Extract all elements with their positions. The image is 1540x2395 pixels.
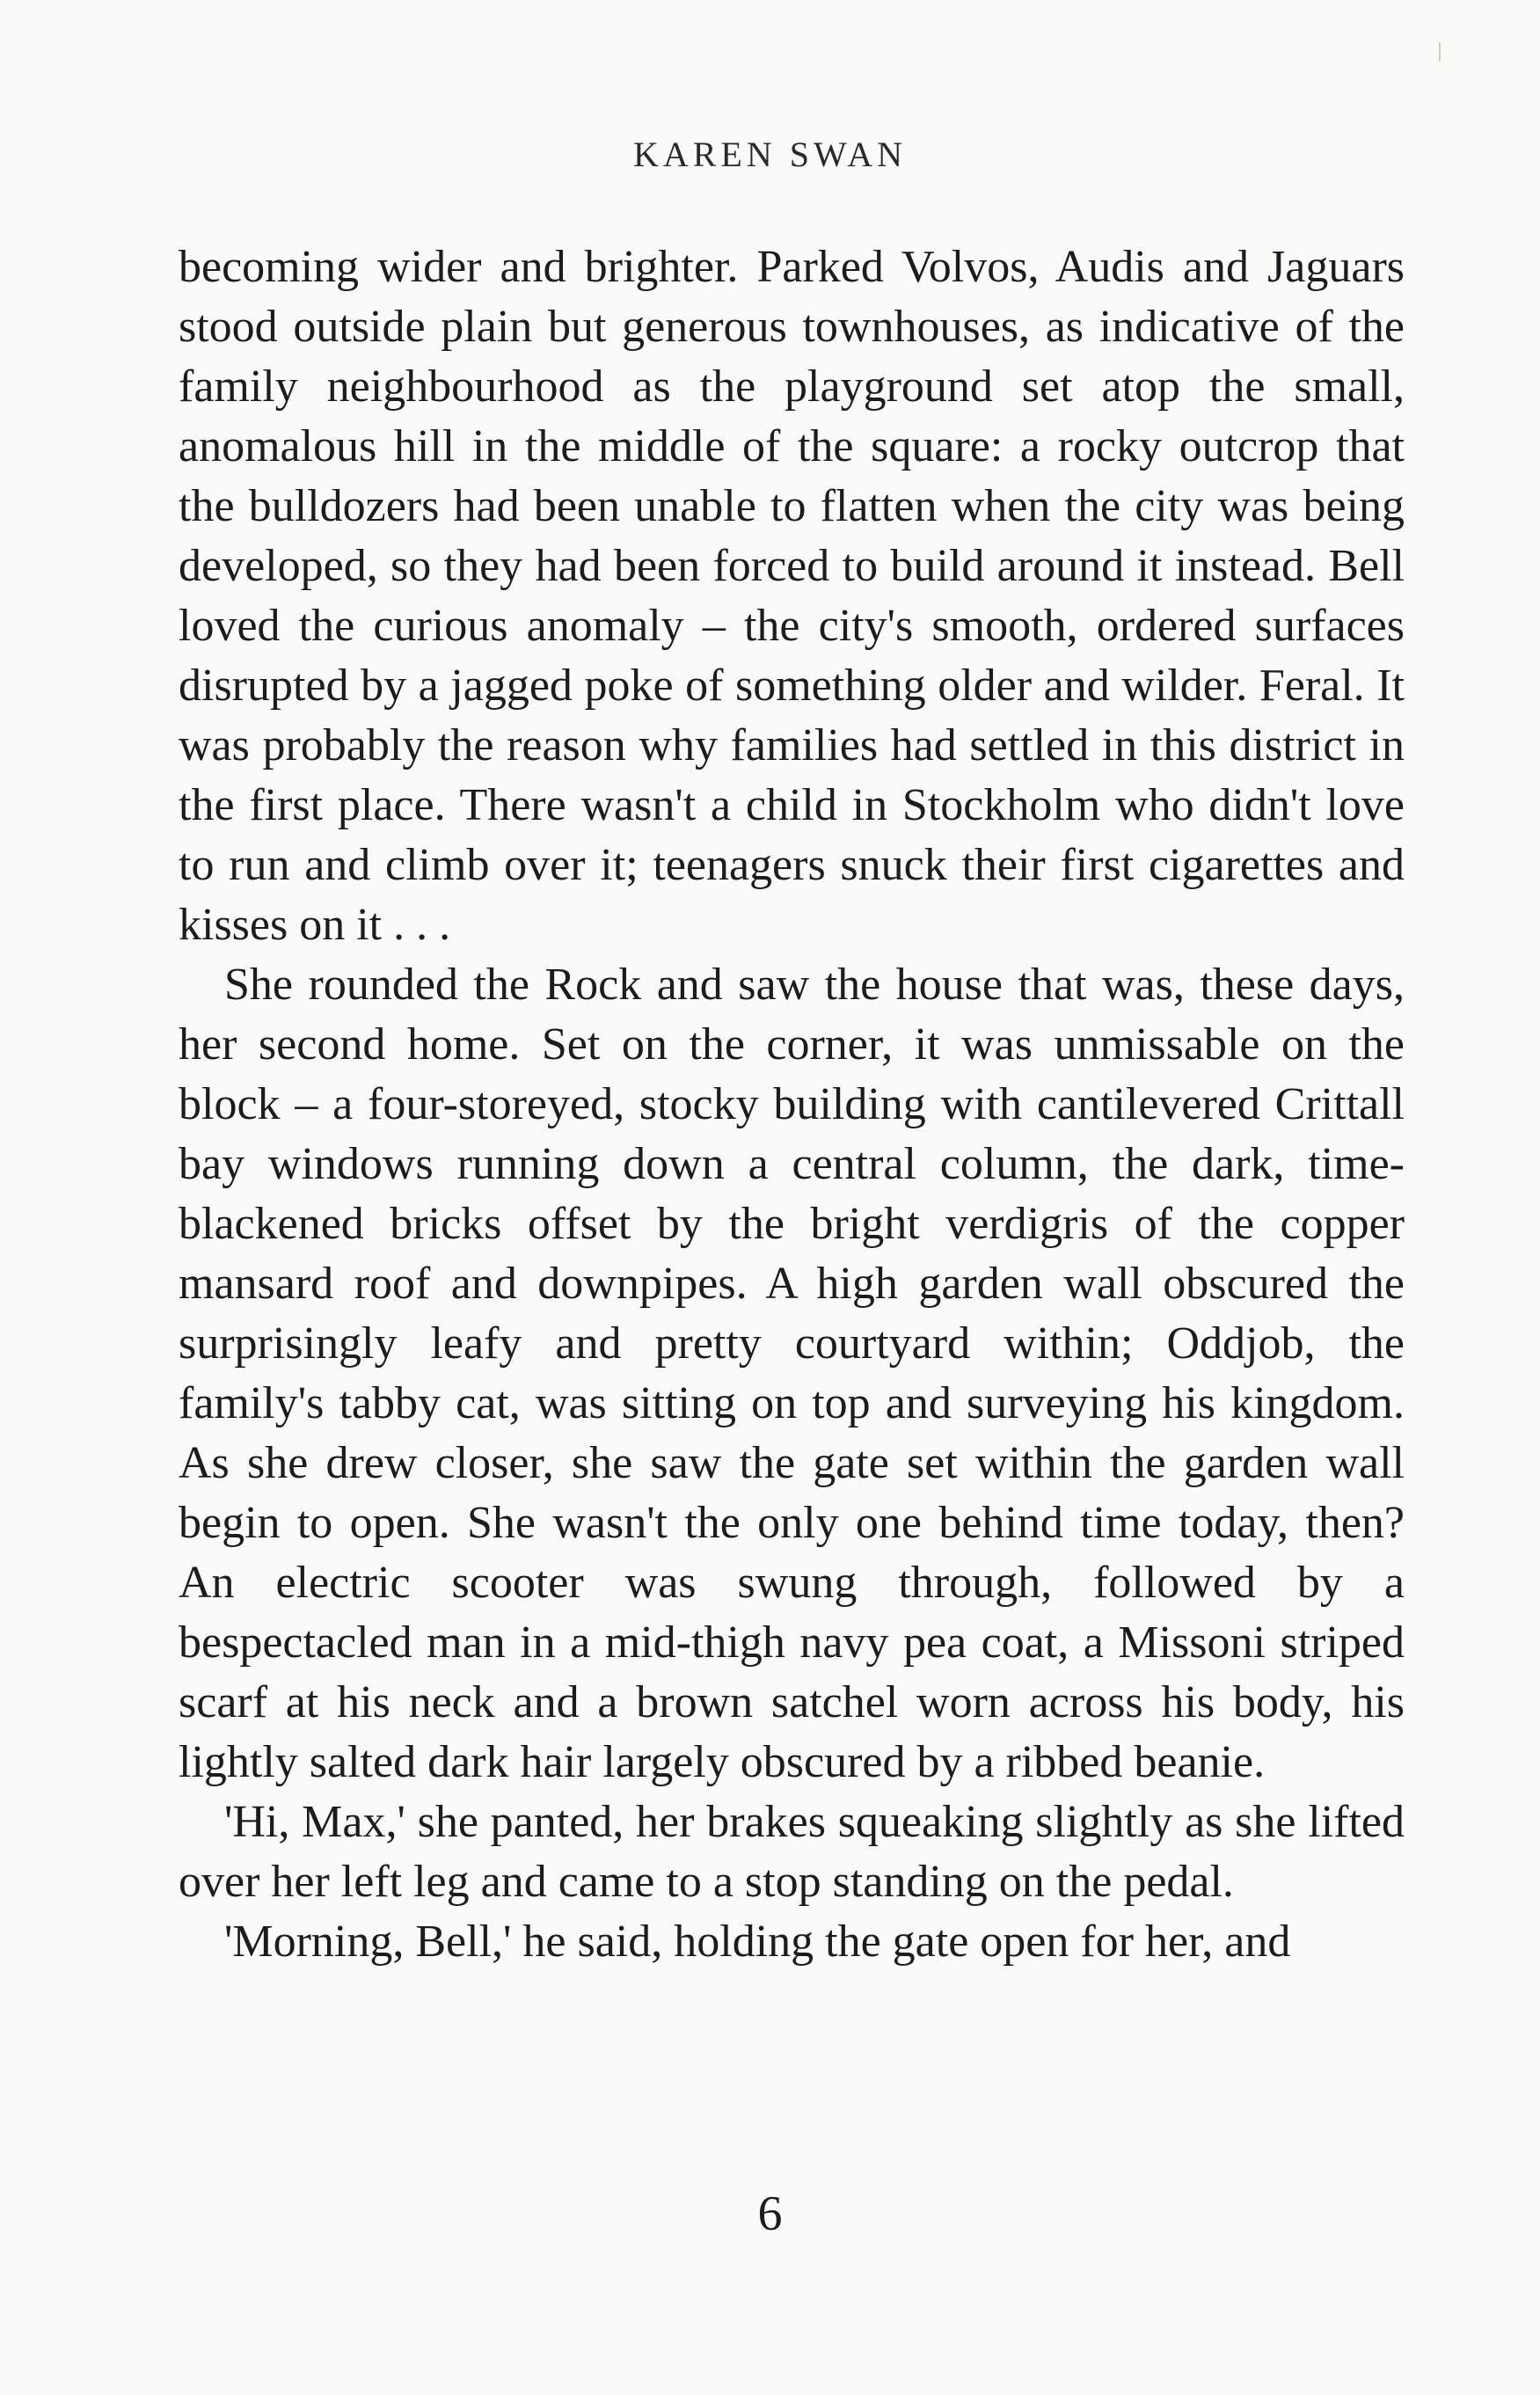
page-number: 6 <box>757 2187 783 2241</box>
scan-edge-mark <box>1439 42 1441 62</box>
body-text <box>179 237 1405 1972</box>
running-head: KAREN SWAN <box>632 135 908 174</box>
paragraph-1: becoming wider and brighter. Parked Volvos, Audis and Jaguars stood outside plain but generous townhouses, as indicative of the family neighbourhood as the playground set atop the small, anomalous hill in the middle of the square: a rocky outcrop that the bulldozers had been unable to flatten when the city was being developed, so they had been forced to build around it instead. Bell loved the curious anomaly – the city's smooth, ordered surfaces disrupted by a jagged poke of something older and wilder. Feral. It was probably the reason why families had settled in this district in the first place. There wasn't a child in Stockholm who didn't love to run and climb over it; teenagers snuck their first cigarettes and kisses on it . . . <box>179 242 1405 950</box>
paragraph-4: 'Morning, Bell,' he said, holding the gate open for her, and <box>224 1917 1291 1967</box>
paragraph-2: She rounded the Rock and saw the house that was, these days, her second home. Set on the corner, it was unmissable on the block – a four-storeyed, stocky building with cantilevered Crittall bay windows running down a central column, the dark, time-blackened bricks offset by the bright verdigris of the copper mansard roof and downpipes. A high garden wall obscured the surprisingly leafy and pretty courtyard within; Oddjob, the family's tabby cat, was sitting on top and surveying his kingdom. As she drew closer, she saw the gate set within the garden wall begin to open. She wasn't the only one behind time today, then? An electric scooter was swung through, followed by a bespectacled man in a mid-thigh navy pea coat, a Missoni striped scarf at his neck and a brown satchel worn across his body, his lightly salted dark hair largely obscured by a ribbed beanie. <box>179 960 1405 1787</box>
paragraph-3: 'Hi, Max,' she panted, her brakes squeaking slightly as she lifted over her left leg and came to a stop standing on the pedal. <box>179 1797 1405 1907</box>
